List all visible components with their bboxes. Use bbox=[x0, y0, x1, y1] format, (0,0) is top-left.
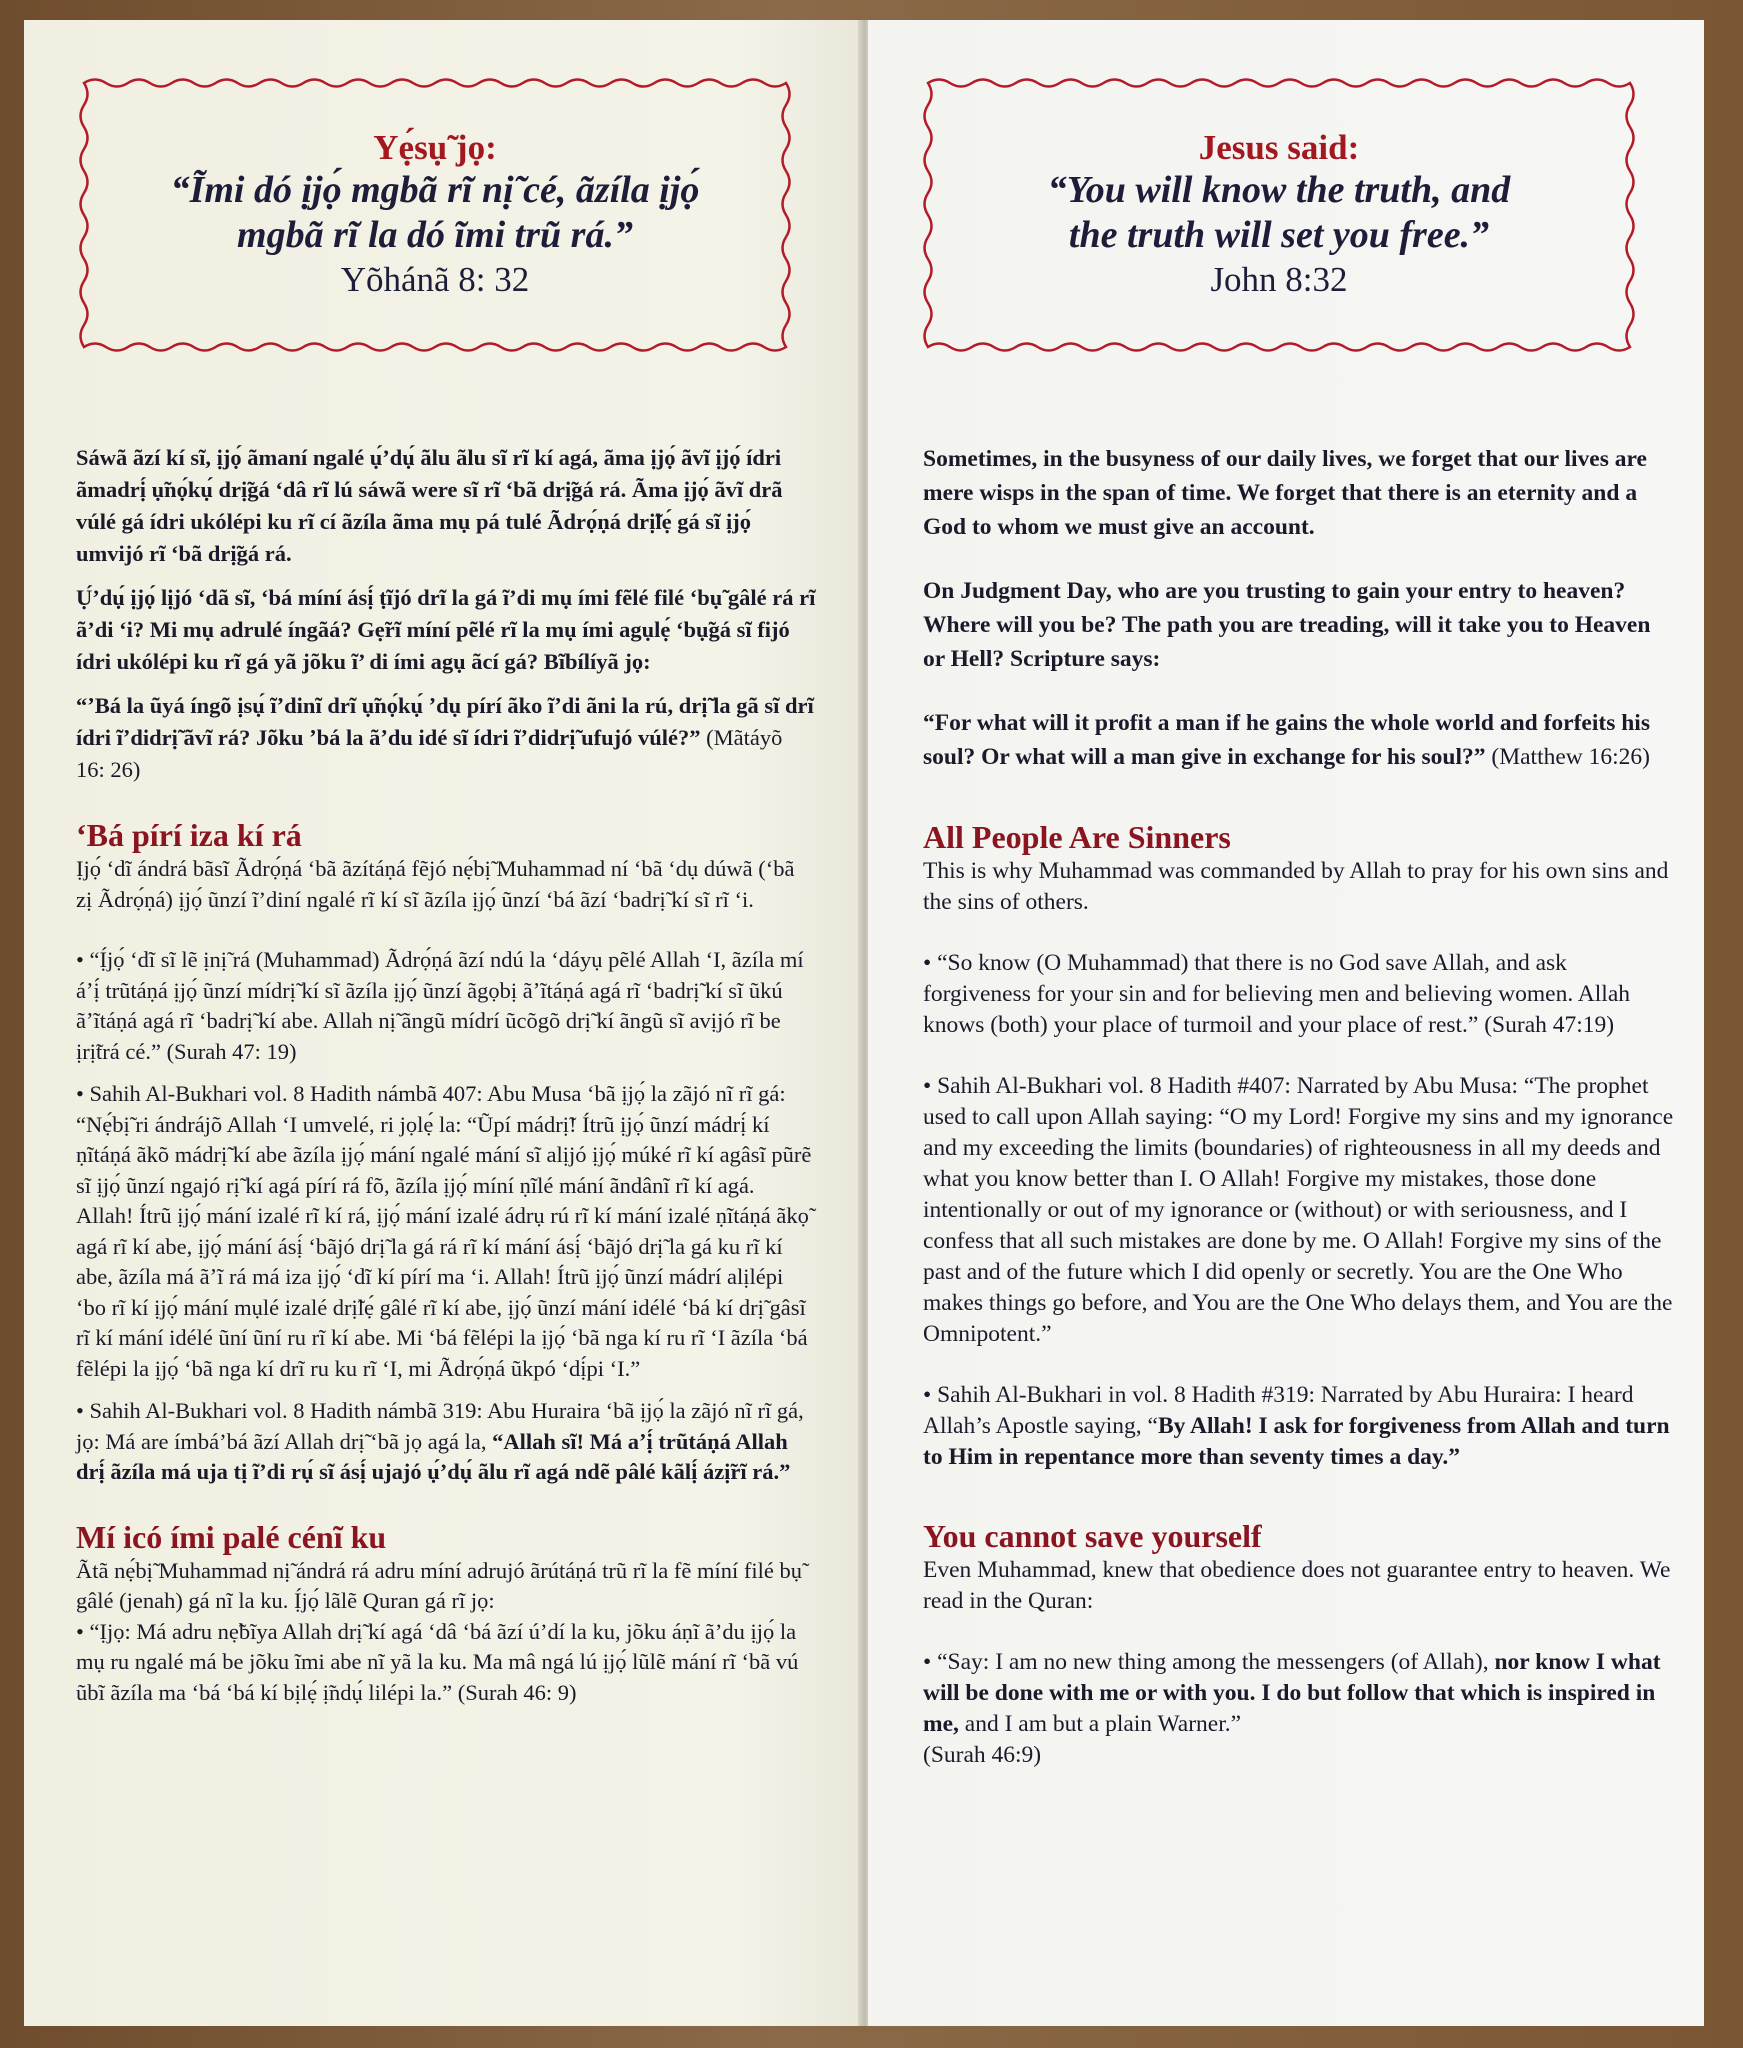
right-content bbox=[923, 442, 1675, 1771]
verse-heading: Yẹ́sụ̃ jọ: bbox=[373, 128, 497, 168]
section-heading: Mí icó ími palé cénĩ ku bbox=[76, 1518, 387, 1555]
scripture-quote-ref: (Matthew 16:26) bbox=[1485, 744, 1650, 770]
bullet-text: “Say: I am no new thing among the messengers (of Allah), bbox=[937, 1649, 1495, 1675]
bullet-item: • Sahih Al-Bukhari vol. 8 Hadith námbã 407: Abu Musa ‘bã ịjọ́ la zãjó nĩ rĩ gá: “Nẹ́bị̃ ri ándrájõ Allah ‘I umvelé, ri jọlẹ́ la: “Ũpí mádrị̃! Ítrũ ịjọ́ ũnzí mádrị́ kí ṇĩtáṇá ãkõ mádrị̃ kí abe ãzíla ịjọ́ mání ngalé mání sĩ alịjó ịjọ́ múké rĩ kí agâsĩ pũrẽ sĩ ịjọ́ ũnzí ngajó rị̃ kí agá pírí rá fõ, ãzíla ịjọ́ míní ṇĩlé mání ãndânĩ rĩ kí agá. Allah! Ítrũ ịjọ́ mání izalé rĩ kí rá, ịjọ́ mání izalé ádrụ rú rĩ kí mání izalé ṇĩtáṇá ãkọ̃ agá rĩ kí abe, ịjọ́ mání ásị́ ‘bãjó drị̃ la gá rá rĩ kí mání ásị́ ‘bãjó drị̃ la gá ku rĩ kí abe, ãzíla má ãʼĩ rá má iza ịjọ́ ‘dĩ kí pírí ma ‘i. Allah! Ítrũ ịjọ́ ũnzí mádrí alịlépi ‘bo rĩ kí ịjọ́ mání mụlé izalé drị̃lẹ́ gâlé rĩ kí abe, ịjọ́ ũnzí mání idélé ‘bá kí drị̃ gâsĩ rĩ kí mání idélé ũní ũní ru rĩ kí abe. Mi ‘bá fẽlépi la ịjọ́ ‘bã nga kí ru rĩ ‘I ãzíla ‘bá fẽlépi la ịjọ́ ‘bã nga kí drĩ ru ku rĩ ‘I, mi Ãdrọ́ṇá ũkpó ‘dị́pi ‘I.” bbox=[76, 1079, 816, 1384]
bullet-item bbox=[76, 945, 816, 1067]
verse-quote-line: mgbã rĩ la dó ĩmi trũ rá.” bbox=[237, 214, 633, 257]
section-heading: All People Are Sinners bbox=[923, 819, 1231, 855]
verse-quote-line: the truth will set you free.” bbox=[1068, 214, 1490, 257]
left-page bbox=[24, 20, 862, 2026]
bullet-text: “Ịjọ: Má adru nẹ̃bĩya Allah drị̃ kí agá ‘dâ ‘bá ãzí ú’dí la ku, jõku áṇĩ ã’du ịjọ́ la mụ ru ngalé má be jõku ĩmi abe nĩ yã la ku. Ma mâ ngá lú ịjọ́ lũlẽ mání rĩ ‘bã vú ũbĩ ãzíla ma ‘bá ‘bá kí bịlẹ́ ị̃ndụ́ lilépi la.” bbox=[76, 1618, 799, 1705]
left-verse-box bbox=[76, 75, 794, 355]
bullet-text: Sahih Al-Bukhari in vol. 8 Hadith #319: Narrated by Abu Huraira: I heard Allah’s Apostle saying, “ bbox=[923, 1382, 1634, 1439]
left-content bbox=[76, 442, 816, 1708]
verse-reference: John 8:32 bbox=[1210, 259, 1348, 299]
bullet-ref: (Surah 46: 9) bbox=[452, 1679, 577, 1705]
bullet-item bbox=[923, 1380, 1675, 1473]
scripture-quote-text: “ʼBá la ũyá íngõ ịsụ́ ĩʼdinĩ drĩ ụ̃nọ́kụ́ ʼdụ pírí ãko ĩʼdi ãni la rú, drị̃ la gã sĩ drĩ ídri ĩʼdidrị̃ ãvĩ rá? Jõku ʼbá la ãʼdu idé sĩ ídri ĩʼdidrị̃ ufujó vúlé?” bbox=[76, 693, 814, 750]
section-intro: Ịjọ́ ‘dĩ ándrá bãsĩ Ãdrọ́ṇá ‘bã ãzítáṇá fẽjó nẹ́bị̃ Muhammad ní ‘bã ‘dụ dúwã (‘bã zị Ãdrọ́ṇá) ịjọ́ ũnzí ĩ’diní ngalé rĩ kí sĩ ãzíla ịjọ́ ũnzí ‘bá ãzí ‘badrị̃ kí sĩ rĩ ‘i. bbox=[76, 856, 795, 912]
bullet-text: and I am but a plain Warner.” bbox=[958, 1711, 1242, 1737]
bullet-item: • Sahih Al-Bukhari vol. 8 Hadith #407: Narrated by Abu Musa: “The prophet used to call upon Allah saying: “O my Lord! Forgive my sins and my ignorance and my exceeding the limits (boundaries) of righteousness in all my deeds and what you know better than I. O Allah! Forgive my mistakes, those done intentionally or out of my ignorance or (without) or with seriousness, and I confess that all such mistakes are done by me. O Allah! Forgive my sins of the past and of the future which I did openly or secretly. You are the One Who makes things go before, and You are the One Who delays them, and You are the Omnipotent.” bbox=[923, 1071, 1675, 1350]
bullet-item bbox=[76, 1396, 816, 1488]
right-page bbox=[868, 20, 1704, 2026]
bullet-bold-text: By Allah! I ask for forgiveness from Allah and turn to Him in repentance more than seventy times a day.” bbox=[923, 1413, 1670, 1470]
section-intro: Even Muhammad, knew that obedience does not guarantee entry to heaven. We read in the Quran: bbox=[923, 1557, 1671, 1614]
verse-heading: Jesus said: bbox=[1198, 128, 1360, 168]
scripture-quote bbox=[76, 690, 816, 786]
scripture-quote bbox=[923, 706, 1675, 774]
bullet-bold-text: “Allah sĩ! Má aʼị́ trũtáṇá Allah drị́ ãzíla má uja tị ĩ’di rụ́ sĩ ásị́ ujajó ụ́’dụ́ ãlu rĩ agá ndẽ pâlé kãlị́ ázị̃rĩ rá.” bbox=[76, 1428, 791, 1484]
bullet-ref: (Surah 47: 19) bbox=[160, 1038, 297, 1064]
verse-reference: Yõhánã 8: 32 bbox=[340, 259, 530, 299]
verse-quote-line: “You will know the truth, and bbox=[1047, 168, 1511, 211]
intro-paragraph: Ụ́’dụ́ ịjọ́ lịjó ‘dã sĩ, ‘bá míní ásị́ ṭĩjó drĩ la gá ĩ’di mụ ími fẽlé filé ‘bụ̃ gâlé rá rĩ ã’di ‘i? Mi mụ adrulé íngãá? Gẹ̃rĩ míní pẽlé rĩ la mụ ími agụlẹ́ ‘bụ̃gá sĩ fijó ídri ukólépi ku rĩ gá yã jõku ĩ’ di ími agụ ãcí gá? Bĩbílíyã jọ: bbox=[76, 585, 816, 674]
bullet-text: “Ị́jọ́ ‘dĩ sĩ lẽ ịnị̃ rá (Muhammad) Ãdrọ́ṇá ãzí ndú la ‘dáyụ pẽlé Allah ‘I, ãzíla mí áʼị́ trũtáṇá ịjọ́ ũnzí mídrị̃ kí sĩ ãzíla ịjọ́ ũnzí ãgọbị ãʼĩtáṇá agá rĩ ‘badrị̃ kí sĩ ũkú ãʼĩtáṇá agá rĩ ‘badrị̃ kí abe. Allah nị̃ ãngũ mídrí ũcõgõ drị̃ kí ãngũ sĩ avịjó rĩ be ịrị̃trá cé.” bbox=[76, 947, 804, 1064]
section-heading: ‘Bá pírí iza kí rá bbox=[76, 817, 302, 853]
bullet-text: Sahih Al-Bukhari vol. 8 Hadith námbã 319: Abu Huraira ‘bã ịjọ́ la zãjó nĩ rĩ gá, jọ: Má are ímbá’bá ãzí Allah drị̃ ‘bã jọ agá la, bbox=[76, 1398, 804, 1454]
intro-paragraph: On Judgment Day, who are you trusting to gain your entry to heaven? Where will you be? The path you are treading, will it take you to Heaven or Hell? Scripture says: bbox=[923, 578, 1651, 672]
right-verse-box bbox=[920, 75, 1638, 355]
section-heading: You cannot save yourself bbox=[923, 1518, 1262, 1554]
scripture-quote-text: “For what will it profit a man if he gains the whole world and forfeits his soul? Or what will a man give in exchange for his soul?” bbox=[923, 710, 1650, 770]
section-intro: Ãtã nẹ́bị̃ Muhammad nị̃ ándrá rá adru míní adrujó ãrútáṇá trũ rĩ la fẽ míní filé bụ̃ gâlé (jenah) gá nĩ la ku. Ị́jọ́ lãlẽ Quran gá rĩ jọ: bbox=[76, 1557, 803, 1613]
bullet-bold-text: nor know I what will be done with me or with you. I do but follow that which is inspired in me, bbox=[923, 1649, 1661, 1737]
intro-paragraph: Sáwã ãzí kí sĩ, ịjọ́ ãmaní ngalé ụ́’dụ́ ãlu ãlu sĩ rĩ kí agá, ãma ịjọ́ ãvĩ ịjọ́ ídri ãmadrị́ ụ̃nọ́kụ́ drị̃gá ‘dâ rĩ lú sáwã were sĩ rĩ ‘bã drị̃gá rá. Ãma ịjọ́ ãvĩ drã vúlé gá ídri ukólépi ku rĩ cí ãzíla ãma mụ pá tulé Ãdrọ́ṇá drị̃lẹ́ gá sĩ ịjọ́ umvijó rĩ ‘bã drị̃gá rá. bbox=[76, 445, 783, 566]
bullet-item bbox=[923, 1647, 1675, 1771]
bullet-ref: (Surah 46:9) bbox=[923, 1742, 1042, 1768]
intro-paragraph: Sometimes, in the busyness of our daily lives, we forget that our lives are mere wisps in the span of time. We forget that there is an eternity and a God to whom we must give an account. bbox=[923, 446, 1647, 540]
verse-quote-line: “Ĩmi dó ịjọ́ mgbã rĩ nị̃ cé, ãzíla ịjọ́ bbox=[170, 168, 700, 211]
section-intro: This is why Muhammad was commanded by Allah to pray for his own sins and the sins of others. bbox=[923, 858, 1669, 915]
bullet-item: • “So know (O Muhammad) that there is no God save Allah, and ask forgiveness for your sin and for believing men and believing women. Allah knows (both) your place of turmoil and your place of rest.” (Surah 47:19) bbox=[923, 948, 1675, 1041]
bullet-item bbox=[76, 1617, 816, 1709]
scripture-quote-ref: (Mãtáyõ 16: 26) bbox=[76, 725, 783, 782]
